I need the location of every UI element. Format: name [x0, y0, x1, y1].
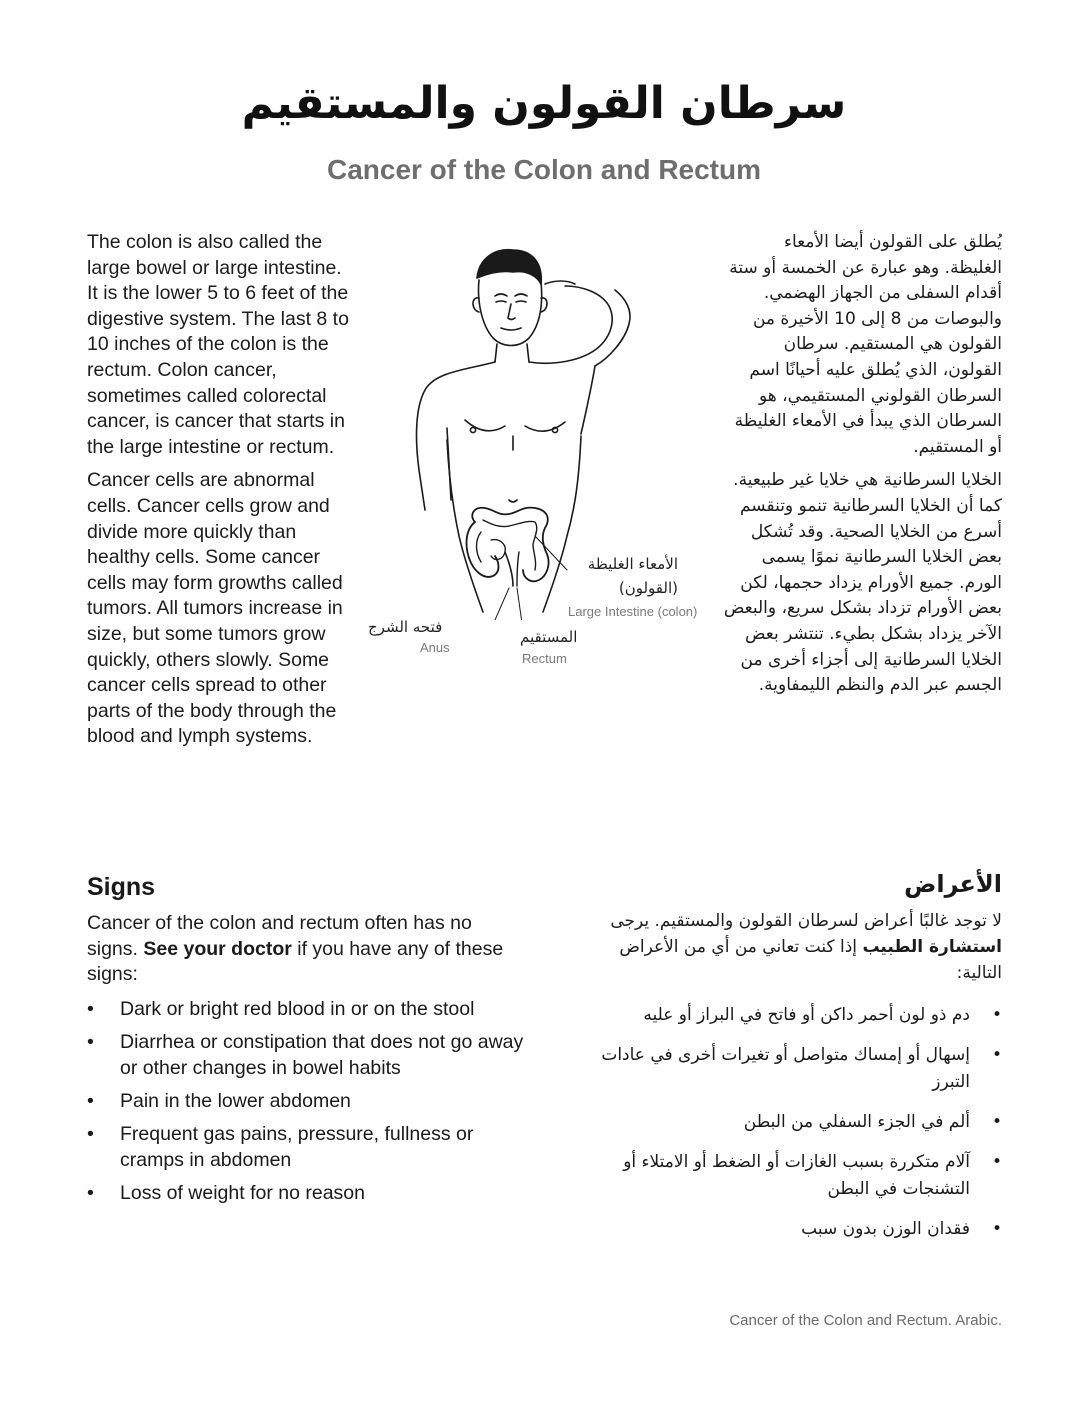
- page-title-english: Cancer of the Colon and Rectum: [326, 154, 762, 185]
- signs-intro-english-part-1: Cancer of the colon and rectum often has no signs.: [87, 912, 472, 960]
- see-your-doctor-emphasis: See your doctor: [143, 937, 292, 960]
- label-rectum-english: Rectum: [522, 651, 567, 666]
- signs-list-english: [87, 996, 527, 1213]
- signs-intro-arabic-part-1: لا توجد غالبًا أعراض لسرطان القولون والمستقيم. يرجى: [610, 911, 1002, 931]
- list-item: • Pain in the lower abdomen: [87, 1088, 527, 1114]
- list-item: • Loss of weight for no reason: [87, 1180, 527, 1206]
- intro-english-paragraph-1: The colon is also called the large bowel or large intestine. It is the lower 5 to 6 feet of the digestive system. The last 8 to 10 inches of the colon is the rectum. Colon cancer, sometimes called colorectal cancer, is cancer that starts in the large intestine or rectum.: [87, 231, 349, 458]
- list-item: • آلام متكررة بسبب الغازات أو الضغط أو الامتلاء أو التشنجات في البطن: [580, 1149, 1002, 1203]
- signs-intro-english: [87, 911, 517, 988]
- label-large-intestine-english: Large Intestine (colon): [568, 604, 698, 619]
- page-footer: Cancer of the Colon and Rectum. Arabic.: [729, 1312, 1002, 1329]
- label-large-intestine-arabic: الأمعاء الغليظة (القولون): [587, 555, 678, 597]
- intro-english: [87, 230, 349, 758]
- list-item: • ألم في الجزء السفلي من البطن: [580, 1109, 1002, 1136]
- label-anus-english: Anus: [420, 640, 450, 655]
- page-title-arabic: سرطان القولون والمستقيم: [241, 78, 847, 129]
- signs-heading-english: Signs: [87, 873, 156, 901]
- signs-intro-english-part-2: if you have any of these signs:: [87, 937, 504, 985]
- list-item: • Frequent gas pains, pressure, fullness or cramps in abdomen: [87, 1121, 527, 1173]
- list-item: • إسهال أو إمساك متواصل أو تغيرات أخرى في عادات التبرز: [580, 1042, 1002, 1096]
- signs-list-arabic: [580, 1002, 1002, 1256]
- list-item: • Dark or bright red blood in or on the stool: [87, 996, 527, 1022]
- label-anus-arabic: فتحه الشرج: [368, 618, 443, 636]
- list-item: • دم ذو لون أحمر داكن أو فاتح في البراز أو عليه: [580, 1002, 1002, 1029]
- signs-intro-arabic-part-2: إذا كنت تعاني من أي من الأعراض التالية:: [619, 937, 1002, 983]
- intro-arabic-paragraph-1: يُطلق على القولون أيضا الأمعاء الغليظة. وهو عبارة عن الخمسة أو ستة أقدام السفلى من الجهاز الهضمي. والبوصات من 8 إلى 10 الأخيرة من القولون هي المستقيم. سرطان القولون، الذي يُطلق عليه أحيانًا اسم السرطان القولوني المستقيمي، هو السرطان الذي يبدأ في الأمعاء الغليظة أو المستقيم.: [729, 232, 1002, 457]
- signs-heading-arabic: الأعراض: [904, 870, 1002, 898]
- label-rectum-arabic: المستقيم: [520, 628, 578, 646]
- signs-intro-arabic: [580, 908, 1002, 986]
- intro-arabic-paragraph-2: الخلايا السرطانية هي خلايا غير طبيعية. كما أن الخلايا السرطانية تنمو وتنقسم أسرع من الخلايا الصحية. وقد تُشكل بعض الخلايا السرطانية نموًا يسمى الورم. جميع الأورام يزداد حجمها، لكن بعض الأورام تزداد بشكل سريع، والبعض الآخر يزداد بشكل بطيء. تنتشر بعض الخلايا السرطانية إلى أجزاء أخرى من الجسم عبر الدم والنظم الليمفاوية.: [723, 470, 1002, 696]
- list-item: • Diarrhea or constipation that does not go away or other changes in bowel habits: [87, 1029, 527, 1081]
- intro-arabic: [722, 230, 1002, 707]
- see-doctor-emphasis-arabic: استشارة الطبيب: [862, 937, 1002, 957]
- list-item: • فقدان الوزن بدون سبب: [580, 1216, 1002, 1243]
- intro-english-paragraph-2: Cancer cells are abnormal cells. Cancer cells grow and divide more quickly than healthy cells. Some cancer cells may form growths called tumors. All tumors increase in size, but some tumors grow quickly, others slowly. Some cancer cells spread to other parts of the body through the blood and lymph systems.: [87, 469, 343, 748]
